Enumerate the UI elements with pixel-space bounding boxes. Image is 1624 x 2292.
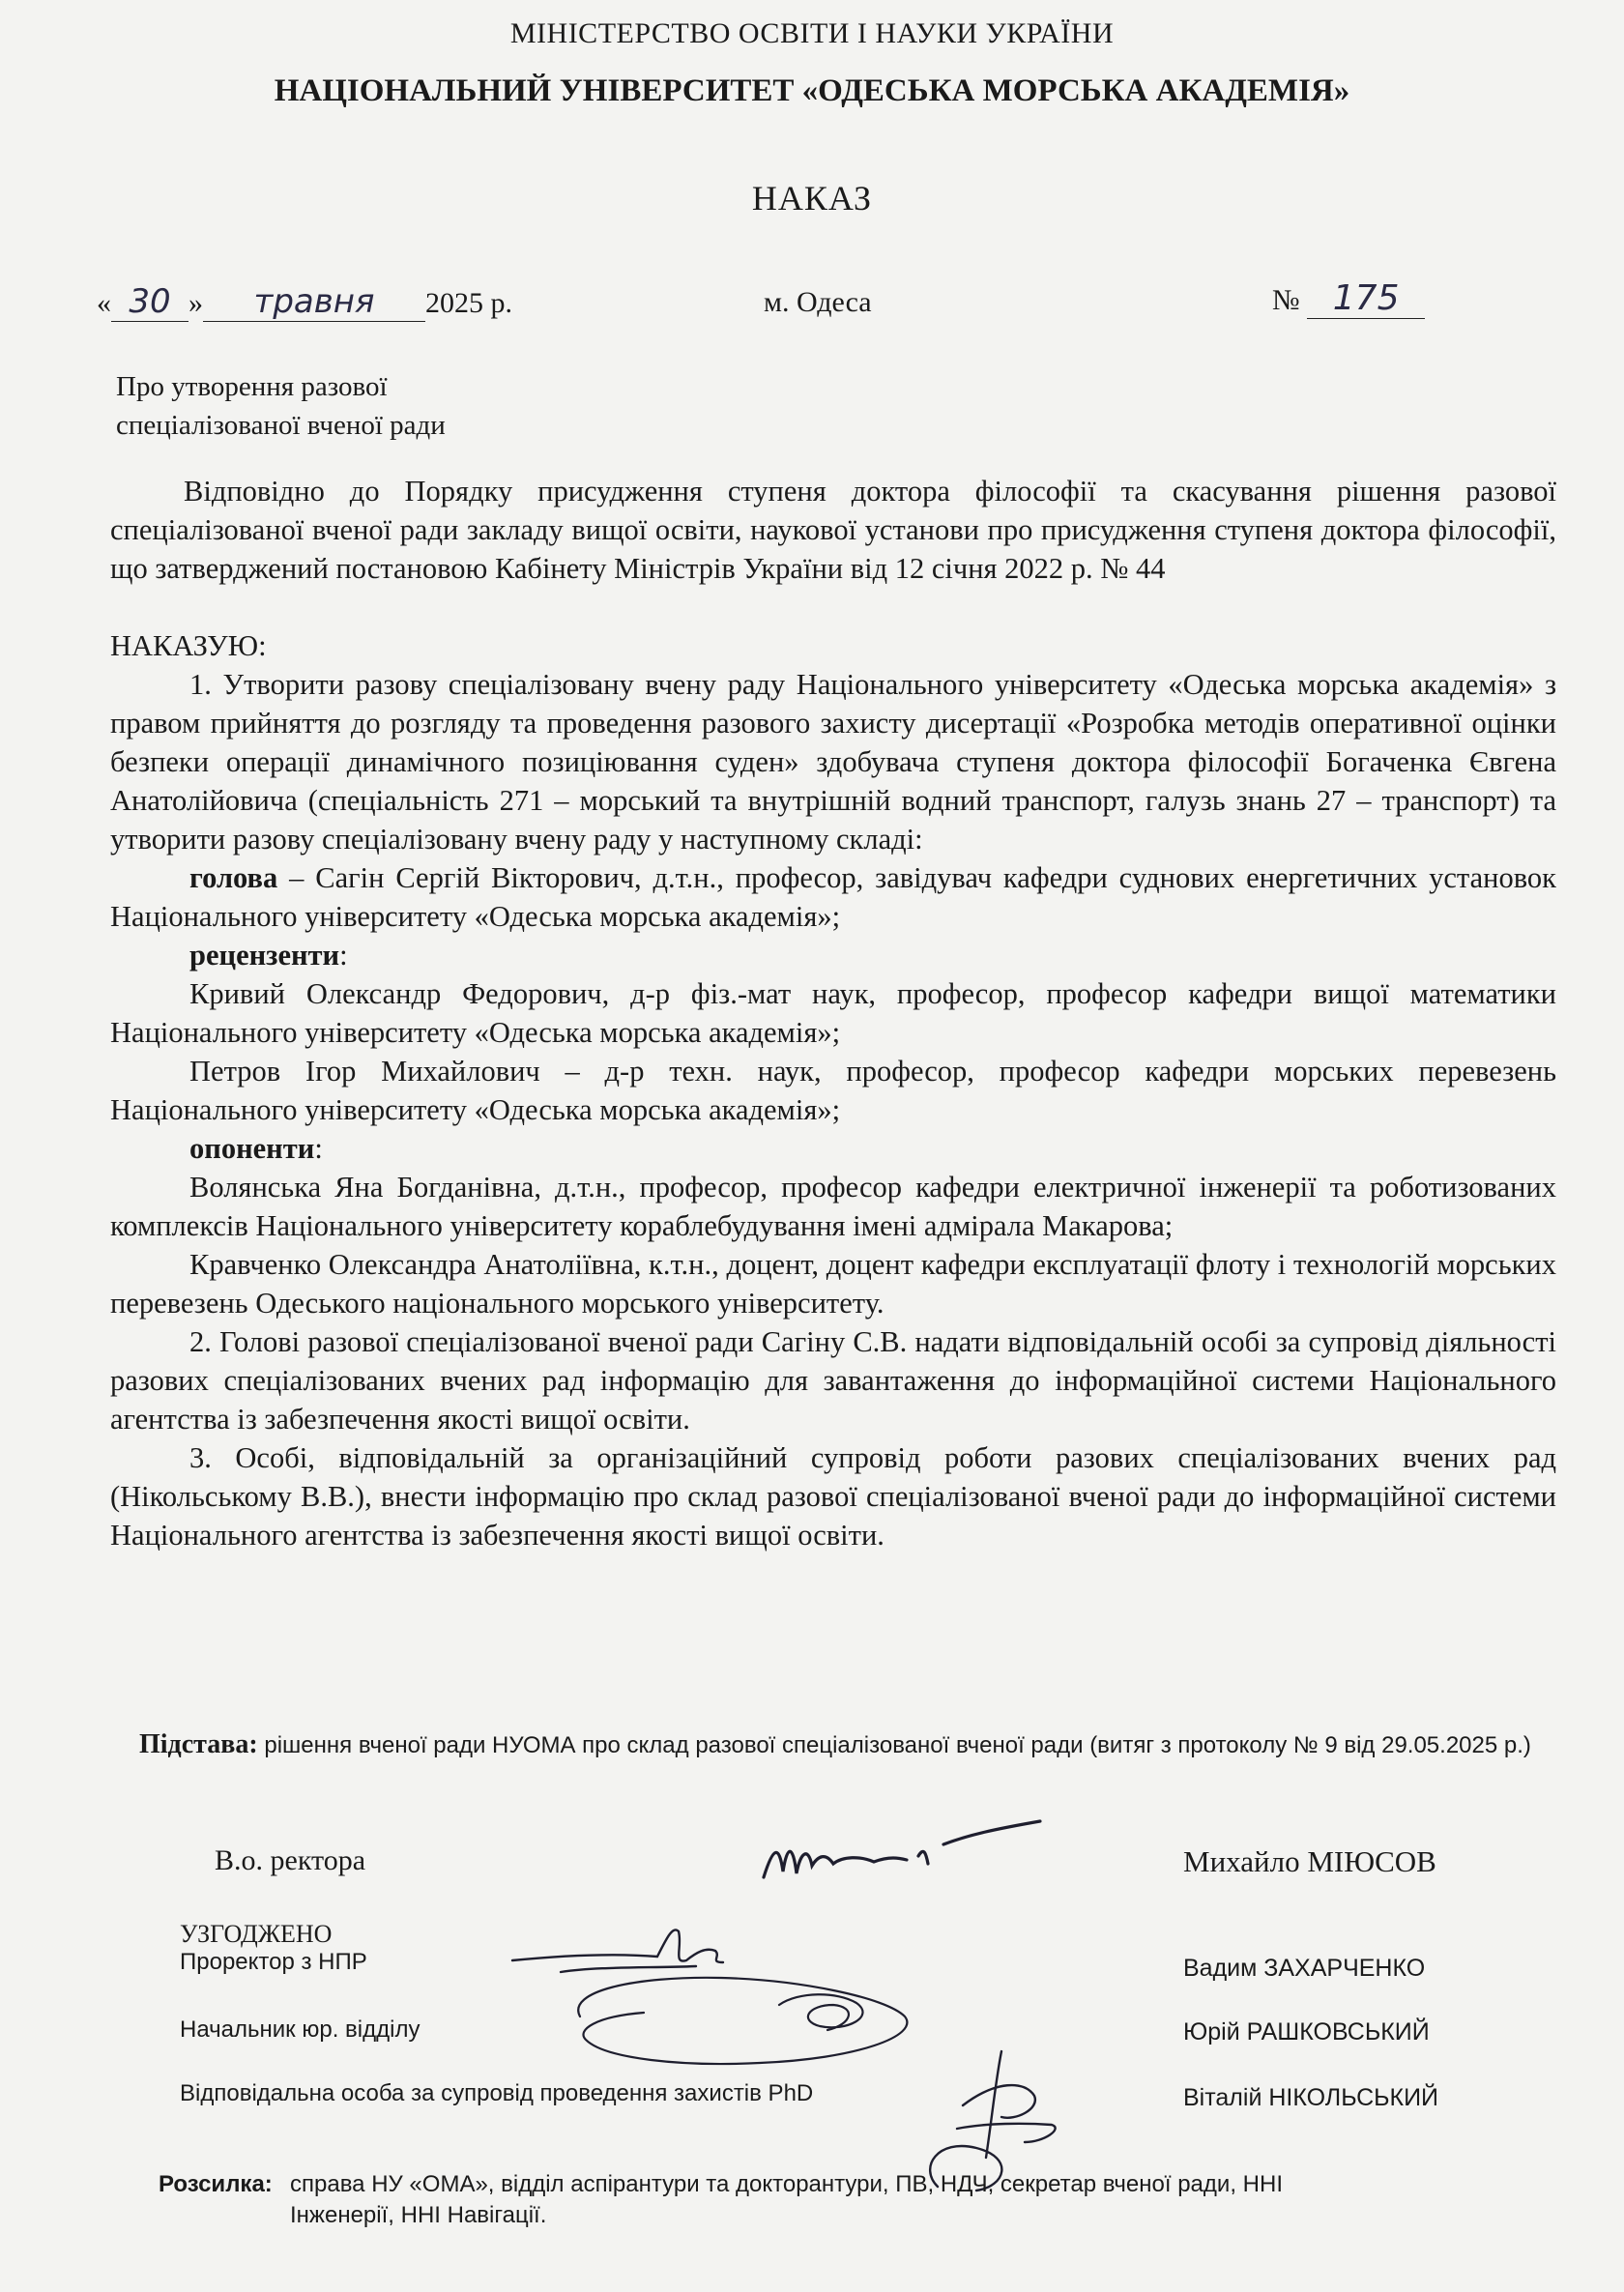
- opponent-1: Волянська Яна Богданівна, д.т.н., професор, професор кафедри електричної інженерії та роботизованих комплексів Національного університету кораблебудування імені адмірала Макарова;: [110, 1171, 1556, 1242]
- opponents-colon: :: [314, 1132, 323, 1165]
- document-title: НАКАЗ: [751, 179, 873, 218]
- number-value: 175: [1307, 278, 1425, 319]
- opponents-label: опоненти: [189, 1132, 315, 1165]
- rector-title: В.о. ректора: [215, 1844, 366, 1876]
- responsible-name: Віталій НІКОЛЬСЬКИЙ: [1183, 2084, 1439, 2111]
- order-number: [1272, 278, 1425, 319]
- date-month: травня: [203, 282, 425, 322]
- ministry-heading: МІНІСТЕРСТВО ОСВІТИ І НАУКИ УКРАЇНИ: [509, 17, 1115, 49]
- number-prefix: №: [1272, 284, 1300, 316]
- basis-note: [139, 1728, 1556, 1762]
- legal-signature: [566, 1962, 914, 2078]
- basis-label: Підстава:: [139, 1729, 258, 1759]
- agreed-heading: УЗГОДЖЕНО: [180, 1920, 333, 1948]
- date-year: 2025 р.: [425, 287, 512, 319]
- reviewers-colon: :: [339, 939, 348, 972]
- reviewer-1: Кривий Олександр Федорович, д-р фіз.-мат наук, професор, професор кафедри вищої математики Національного університету «Одеська морська академія»;: [110, 977, 1556, 1049]
- preamble: Відповідно до Порядку присудження ступеня доктора філософії та скасування рішення разової спеціалізованої вченої ради закладу вищої освіти, наукової установи про присудження ступеня доктора філософії, що затверджений постановою Кабінету Міністрів України від 12 січня 2022 р. № 44: [110, 475, 1556, 585]
- rector-signature: [754, 1817, 1063, 1895]
- reviewers-label: рецензенти: [189, 939, 340, 972]
- reviewer-2: Петров Ігор Михайлович – д-р техн. наук, професор, професор кафедри морських перевезень Національного університету «Одеська морська академія»;: [110, 1055, 1556, 1126]
- item-1: 1. Утворити разову спеціалізовану вчену раду Національного університету «Одеська морська академія» з правом прийняття до розгляду та проведення разового захисту дисертації «Розробка методів оперативної оцінки безпеки операції динамічного позиціювання суден» здобувача ступеня доктора філософії Богаченка Євгена Анатолійовича (спеціальність 271 – морський та внутрішній водний транспорт, галузь знань 27 – транспорт) та утворити разову спеціалізовану вчену раду у наступному складі:: [110, 668, 1556, 856]
- legal-title: Начальник юр. відділу: [180, 2016, 420, 2043]
- prorector-title: Проректор з НПР: [180, 1949, 367, 1975]
- chair-label: голова: [189, 861, 278, 894]
- distribution-continuation: Інженерії, ННІ Навігації.: [290, 2202, 547, 2228]
- opponents-heading: [110, 1129, 1556, 1168]
- order-body: [110, 472, 1556, 1554]
- order-word: НАКАЗУЮ:: [110, 629, 267, 662]
- distribution-text: справа НУ «ОМА», відділ аспірантури та докторантури, ПВ, НДЧ, секретар вченої ради, ННІ: [290, 2171, 1283, 2197]
- item-2: 2. Голові разової спеціалізованої вченої ради Сагіну С.В. надати відповідальній особі за супровід діяльності разових спеціалізованих вчених рад інформацію для завантаження до інформаційної системи Національного агентства із забезпечення якості вищої освіти.: [110, 1325, 1556, 1436]
- order-date: [97, 282, 512, 322]
- quote-open: «: [97, 287, 111, 319]
- basis-text: рішення вченої ради НУОМА про склад разової спеціалізованої вченої ради (витяг з протоколу № 9 від 29.05.2025 р.): [257, 1732, 1531, 1758]
- distribution-first-line: [159, 2169, 1512, 2200]
- prorector-name: Вадим ЗАХАРЧЕНКО: [1183, 1955, 1426, 1982]
- reviewers-heading: [110, 936, 1556, 974]
- subject-line: Про утворення разової: [116, 371, 388, 402]
- responsible-title: Відповідальна особа за супровід проведення захистів PhD: [180, 2080, 814, 2106]
- quote-close: »: [188, 287, 203, 319]
- chair-paragraph: [110, 858, 1556, 936]
- order-city: м. Одеса: [764, 286, 872, 318]
- item-3: 3. Особі, відповідальній за організаційний супровід роботи разових спеціалізованих вчених рад (Нікольському В.В.), внести інформацію про склад разової спеціалізованої вченої ради до інформаційної системи Національного агентства із забезпечення якості вищої освіти.: [110, 1441, 1556, 1552]
- legal-name: Юрій РАШКОВСЬКИЙ: [1183, 2018, 1430, 2045]
- opponent-2: Кравченко Олександра Анатоліївна, к.т.н., доцент, доцент кафедри експлуатації флоту і технологій морських перевезень Одеського національного морського університету.: [110, 1248, 1556, 1320]
- distribution-label: Розсилка:: [159, 2171, 273, 2197]
- university-heading: НАЦІОНАЛЬНИЙ УНІВЕРСИТЕТ «ОДЕСЬКА МОРСЬКА АКАДЕМІЯ»: [274, 73, 1350, 108]
- subject-line: спеціалізованої вченої ради: [116, 410, 446, 441]
- date-day: 30: [111, 282, 188, 322]
- distribution-list: [159, 2169, 1512, 2231]
- order-subject: [116, 367, 619, 445]
- rector-name: Михайло МІЮСОВ: [1183, 1844, 1436, 1878]
- chair-text: – Сагін Сергій Вікторович, д.т.н., професор, завідувач кафедри суднових енергетичних установок Національного університету «Одеська морська академія»;: [110, 861, 1556, 933]
